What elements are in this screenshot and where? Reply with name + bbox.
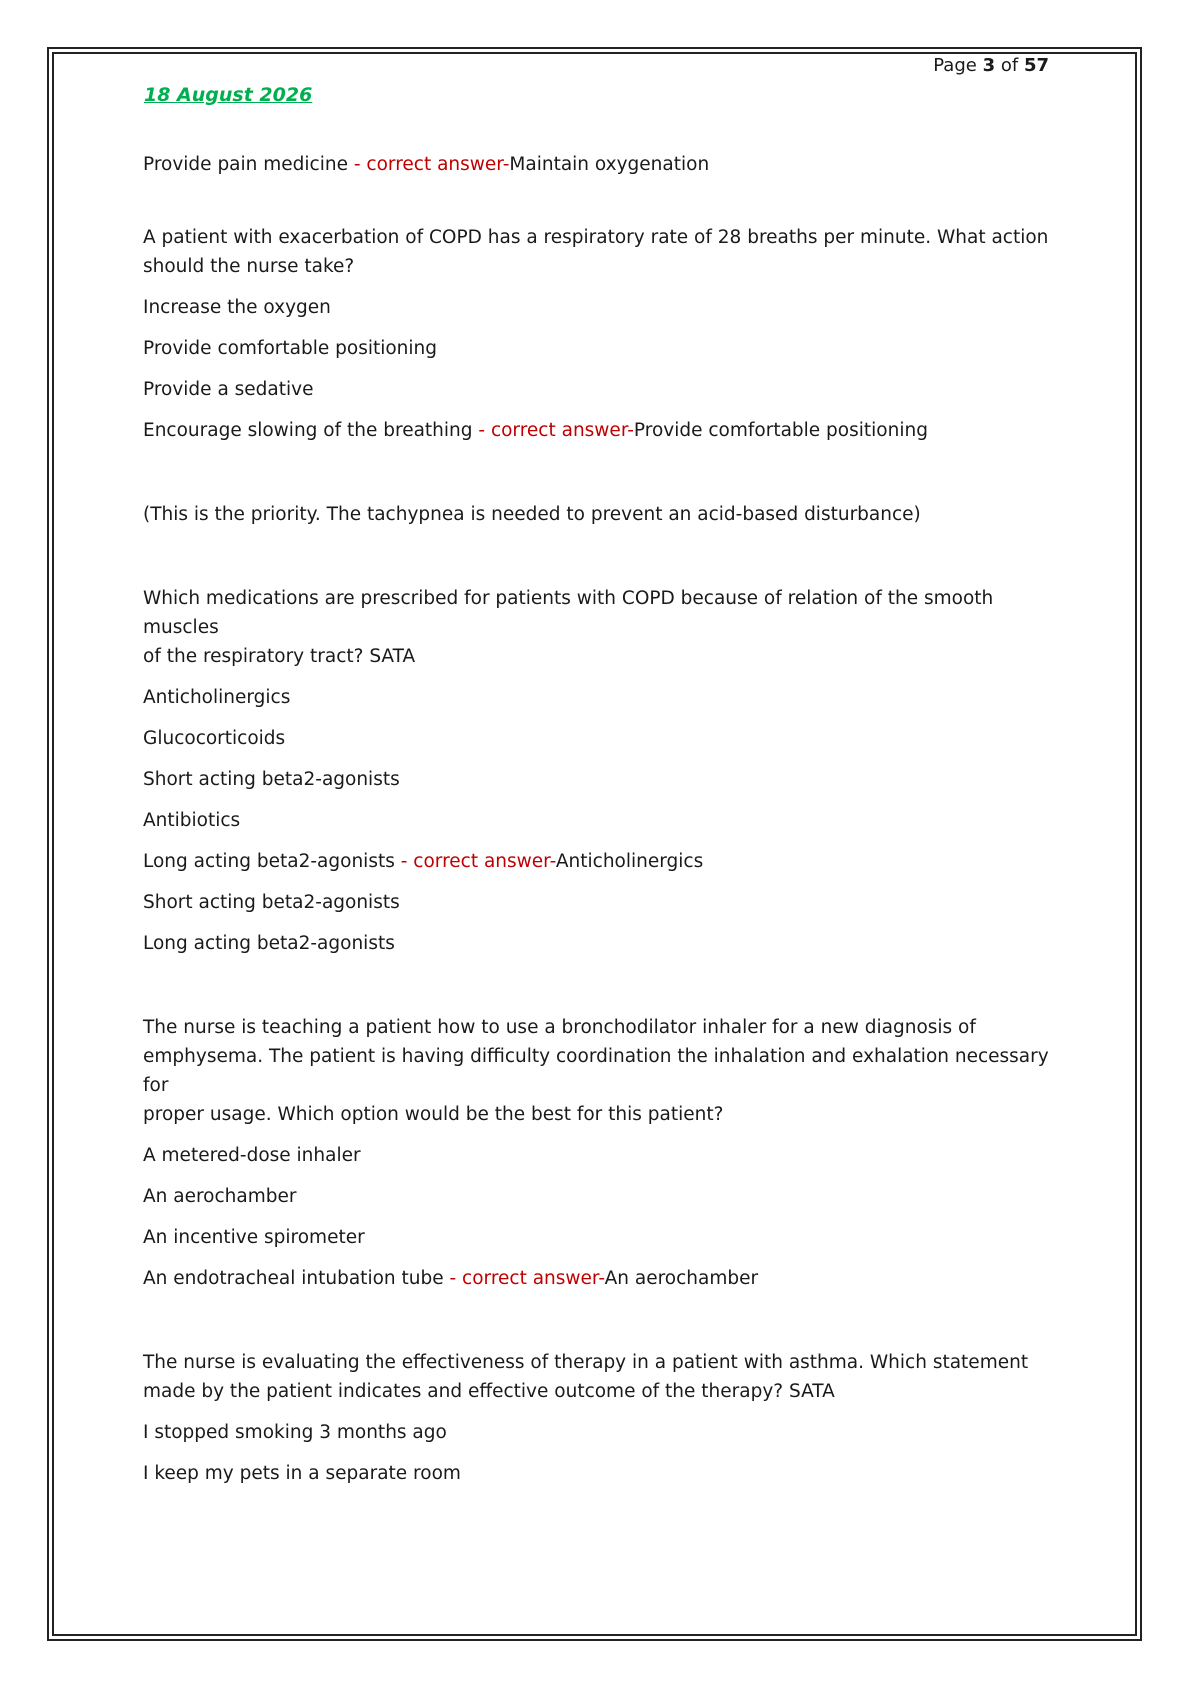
correct-answer-marker: - correct answer- <box>449 1268 605 1289</box>
line-text: An endotracheal intubation tube <box>143 1268 444 1289</box>
line-text: I keep my pets in a separate room <box>143 1463 461 1484</box>
correct-answer-text: Provide comfortable positioning <box>633 420 928 441</box>
page-current: 3 <box>982 55 996 76</box>
text-line <box>143 334 1063 363</box>
document-date: 18 August 2026 <box>144 84 313 106</box>
text-line <box>143 1042 1063 1100</box>
page-total: 57 <box>1023 55 1049 76</box>
text-line <box>143 375 1063 404</box>
line-text: The nurse is evaluating the effectiveness of therapy in a patient with asthma. Which statement <box>143 1352 1029 1373</box>
text-line <box>143 1418 1063 1447</box>
text-line <box>143 293 1063 322</box>
text-line <box>143 683 1063 712</box>
question-content <box>143 150 1063 1488</box>
correct-answer-text: An aerochamber <box>604 1268 759 1289</box>
correct-answer-marker: - correct answer- <box>400 851 556 872</box>
answer-line <box>143 847 1063 876</box>
line-text: Anticholinergics <box>143 687 291 708</box>
line-text: Short acting beta2-agonists <box>143 769 400 790</box>
correct-answer-marker: - correct answer- <box>353 154 510 175</box>
text-line <box>143 1223 1063 1252</box>
line-text: Increase the oxygen <box>143 297 331 318</box>
page-prefix: Page <box>933 55 977 76</box>
text-line <box>143 223 1063 252</box>
text-line <box>143 1377 1063 1406</box>
text-line <box>143 765 1063 794</box>
line-text: Long acting beta2-agonists <box>143 933 395 954</box>
line-text: A patient with exacerbation of COPD has a respiratory rate of 28 breaths per minute. What action <box>143 227 1049 248</box>
correct-answer-text: Maintain oxygenation <box>509 154 710 175</box>
text-line <box>143 1459 1063 1488</box>
text-line <box>143 1182 1063 1211</box>
line-text: An incentive spirometer <box>143 1227 365 1248</box>
line-text: (This is the priority. The tachypnea is needed to prevent an acid-based disturbance) <box>143 504 921 525</box>
text-line <box>143 929 1063 958</box>
line-text: Glucocorticoids <box>143 728 286 749</box>
line-text: proper usage. Which option would be the best for this patient? <box>143 1104 724 1125</box>
line-text: Encourage slowing of the breathing <box>143 420 473 441</box>
line-text: Provide pain medicine <box>143 154 348 175</box>
answer-line <box>143 1264 1063 1293</box>
text-line <box>143 724 1063 753</box>
text-line <box>143 584 1063 642</box>
line-text: made by the patient indicates and effective outcome of the therapy? SATA <box>143 1381 835 1402</box>
text-line <box>143 500 1063 529</box>
line-text: An aerochamber <box>143 1186 297 1207</box>
text-line <box>143 1100 1063 1129</box>
line-text: A metered-dose inhaler <box>143 1145 361 1166</box>
text-line <box>143 1013 1063 1042</box>
page-number <box>933 55 1049 76</box>
page-of: of <box>1000 55 1019 76</box>
text-line <box>143 888 1063 917</box>
text-line <box>143 806 1063 835</box>
correct-answer-marker: - correct answer- <box>478 420 634 441</box>
text-line <box>143 642 1063 671</box>
answer-line <box>143 150 1063 179</box>
line-text: should the nurse take? <box>143 256 355 277</box>
line-text: Antibiotics <box>143 810 241 831</box>
line-text: emphysema. The patient is having difficulty coordination the inhalation and exhalation necessary for <box>143 1046 1049 1096</box>
line-text: I stopped smoking 3 months ago <box>143 1422 447 1443</box>
correct-answer-text: Anticholinergics <box>555 851 704 872</box>
line-text: Which medications are prescribed for patients with COPD because of relation of the smooth muscles <box>143 588 994 638</box>
text-line <box>143 252 1063 281</box>
line-text: of the respiratory tract? SATA <box>143 646 416 667</box>
text-line <box>143 1141 1063 1170</box>
line-text: Long acting beta2-agonists <box>143 851 395 872</box>
answer-line <box>143 416 1063 445</box>
line-text: Provide a sedative <box>143 379 314 400</box>
line-text: Short acting beta2-agonists <box>143 892 400 913</box>
line-text: Provide comfortable positioning <box>143 338 438 359</box>
text-line <box>143 1348 1063 1377</box>
line-text: The nurse is teaching a patient how to use a bronchodilator inhaler for a new diagnosis of <box>143 1017 976 1038</box>
